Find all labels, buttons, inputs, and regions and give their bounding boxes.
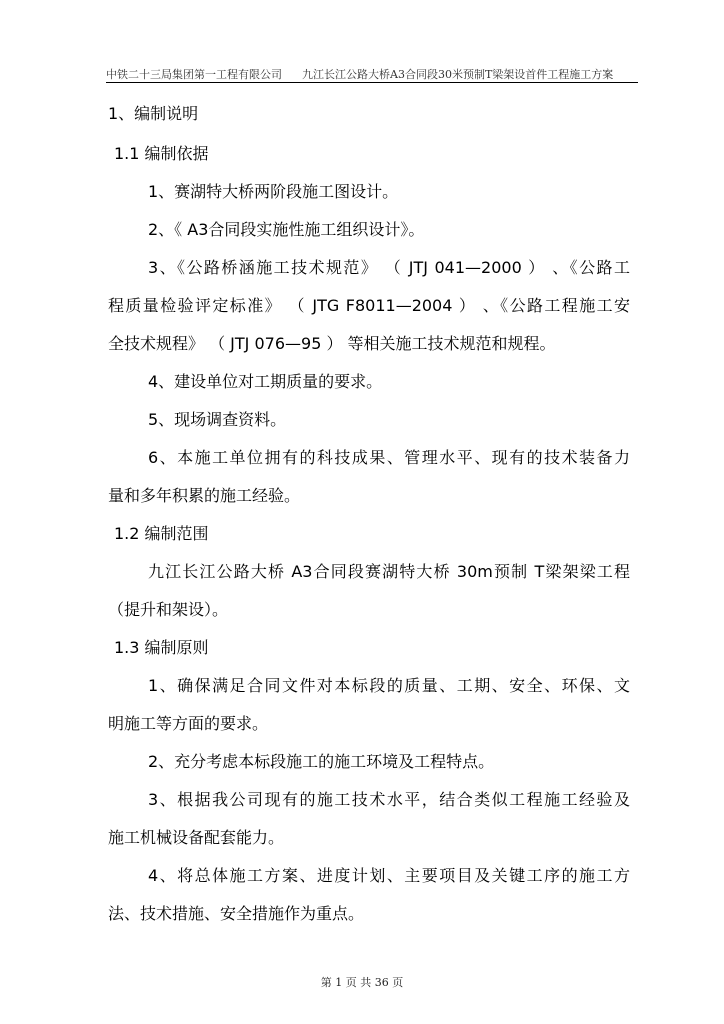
basis-item-3-line-1: 3、《公路桥涵施工技术规范》 （ JTJ 041—2000 ） 、《公路工 [148,258,630,277]
principle-item-1-line-1: 1、确保满足合同文件对本标段的质量、工期、安全、环保、文 [148,676,630,695]
basis-item-3-line-2: 程质量检验评定标准》 （ JTG F8011—2004 ） 、《公路工程施工安 [108,296,630,315]
page-footer-page-number: 第 1 页 共 36 页 [320,976,404,989]
scope-text-line-2: （提升和架设）。 [108,600,229,619]
basis-item-5: 5、现场调查资料。 [148,410,287,429]
section-1-heading: 1、编制说明 [108,104,199,123]
header-document-title: 九江长江公路大桥A3合同段30米预制T梁架设首件工程施工方案 [302,68,614,81]
page-header [106,62,638,83]
header-company: 中铁二十三局集团第一工程有限公司 [106,68,282,81]
basis-item-4: 4、建设单位对工期质量的要求。 [148,372,383,391]
principle-item-3-line-2: 施工机械设备配套能力。 [108,828,285,847]
scope-text-line-1: 九江长江公路大桥 A3合同段赛湖特大桥 30m预制 T梁架梁工程 [148,562,630,581]
principle-item-4-line-2: 法、技术措施、安全措施作为重点。 [108,904,365,923]
principle-item-2: 2、充分考虑本标段施工的施工环境及工程特点。 [148,752,495,771]
basis-item-6-line-2: 量和多年积累的施工经验。 [108,486,301,505]
principle-item-3-line-1: 3、根据我公司现有的施工技术水平，结合类似工程施工经验及 [148,790,630,809]
basis-item-2: 2、《 A3合同段实施性施工组织设计》。 [148,220,425,239]
principle-item-4-line-1: 4、将总体施工方案、进度计划、主要项目及关键工序的施工方 [148,866,630,885]
basis-item-6-line-1: 6、本施工单位拥有的科技成果、管理水平、现有的技术装备力 [148,448,630,467]
basis-item-3-line-3: 全技术规程》 （ JTJ 076—95 ） 等相关施工技术规范和规程。 [108,334,556,353]
section-1-3-heading: 1.3 编制原则 [114,638,209,657]
section-1-1-heading: 1.1 编制依据 [114,144,209,163]
principle-item-1-line-2: 明施工等方面的要求。 [108,714,269,733]
section-1-2-heading: 1.2 编制范围 [114,524,209,543]
basis-item-1: 1、赛湖特大桥两阶段施工图设计。 [148,182,399,201]
